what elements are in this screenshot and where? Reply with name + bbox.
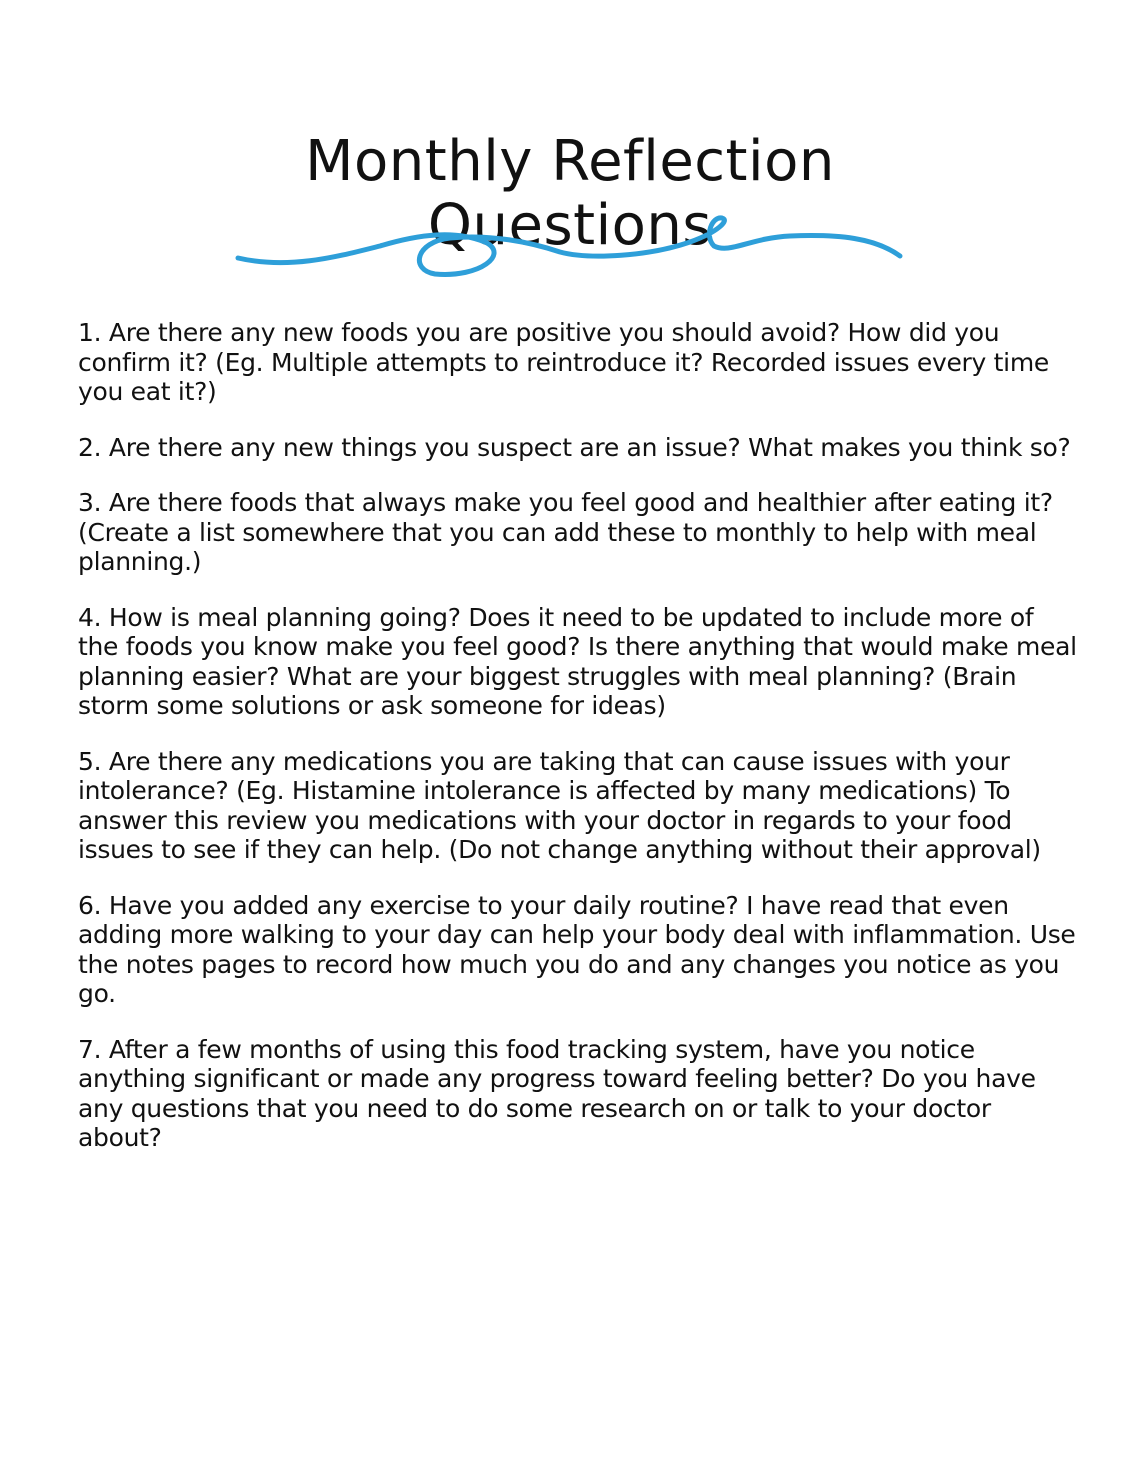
swirl-line bbox=[238, 218, 900, 275]
decorative-swirl-divider bbox=[230, 212, 910, 292]
question-item-1: 1. Are there any new foods you are positive you should avoid? How did you confirm it? (Eg. Multiple attempts to reintroduce it? Recorded issues every time you eat it?) bbox=[78, 318, 1049, 406]
question-item-6: 6. Have you added any exercise to your daily routine? I have read that even adding more walking to your day can help your body deal with inflammation. Use the notes pages to record how much you do and any changes you notice as you go. bbox=[78, 890, 1076, 1008]
title-line-1: Monthly Reflection bbox=[305, 128, 835, 194]
question-item-3: 3. Are there foods that always make you feel good and healthier after eating it? (Create a list somewhere that you can add these to monthly to help with meal planning.) bbox=[78, 488, 1053, 576]
questions-list bbox=[78, 318, 1078, 1179]
question-item-2: 2. Are there any new things you suspect are an issue? What makes you think so? bbox=[78, 432, 1071, 462]
question-item-5: 5. Are there any medications you are taking that can cause issues with your intolerance? (Eg. Histamine intolerance is affected by many medications) To answer this review you medications with your doctor in regards to your food issues to see if they can help. (Do not change anything without their approval) bbox=[78, 746, 1041, 864]
question-item-4: 4. How is meal planning going? Does it need to be updated to include more of the foods you know make you feel good? Is there anything that would make meal planning easier? What are your biggest struggles with meal planning? (Brain storm some solutions or ask someone for ideas) bbox=[78, 602, 1077, 720]
question-item-7: 7. After a few months of using this food tracking system, have you notice anything significant or made any progress toward feeling better? Do you have any questions that you need to do some research on or talk to your doctor about? bbox=[78, 1034, 1036, 1152]
title-line-2: Questions bbox=[427, 192, 713, 258]
